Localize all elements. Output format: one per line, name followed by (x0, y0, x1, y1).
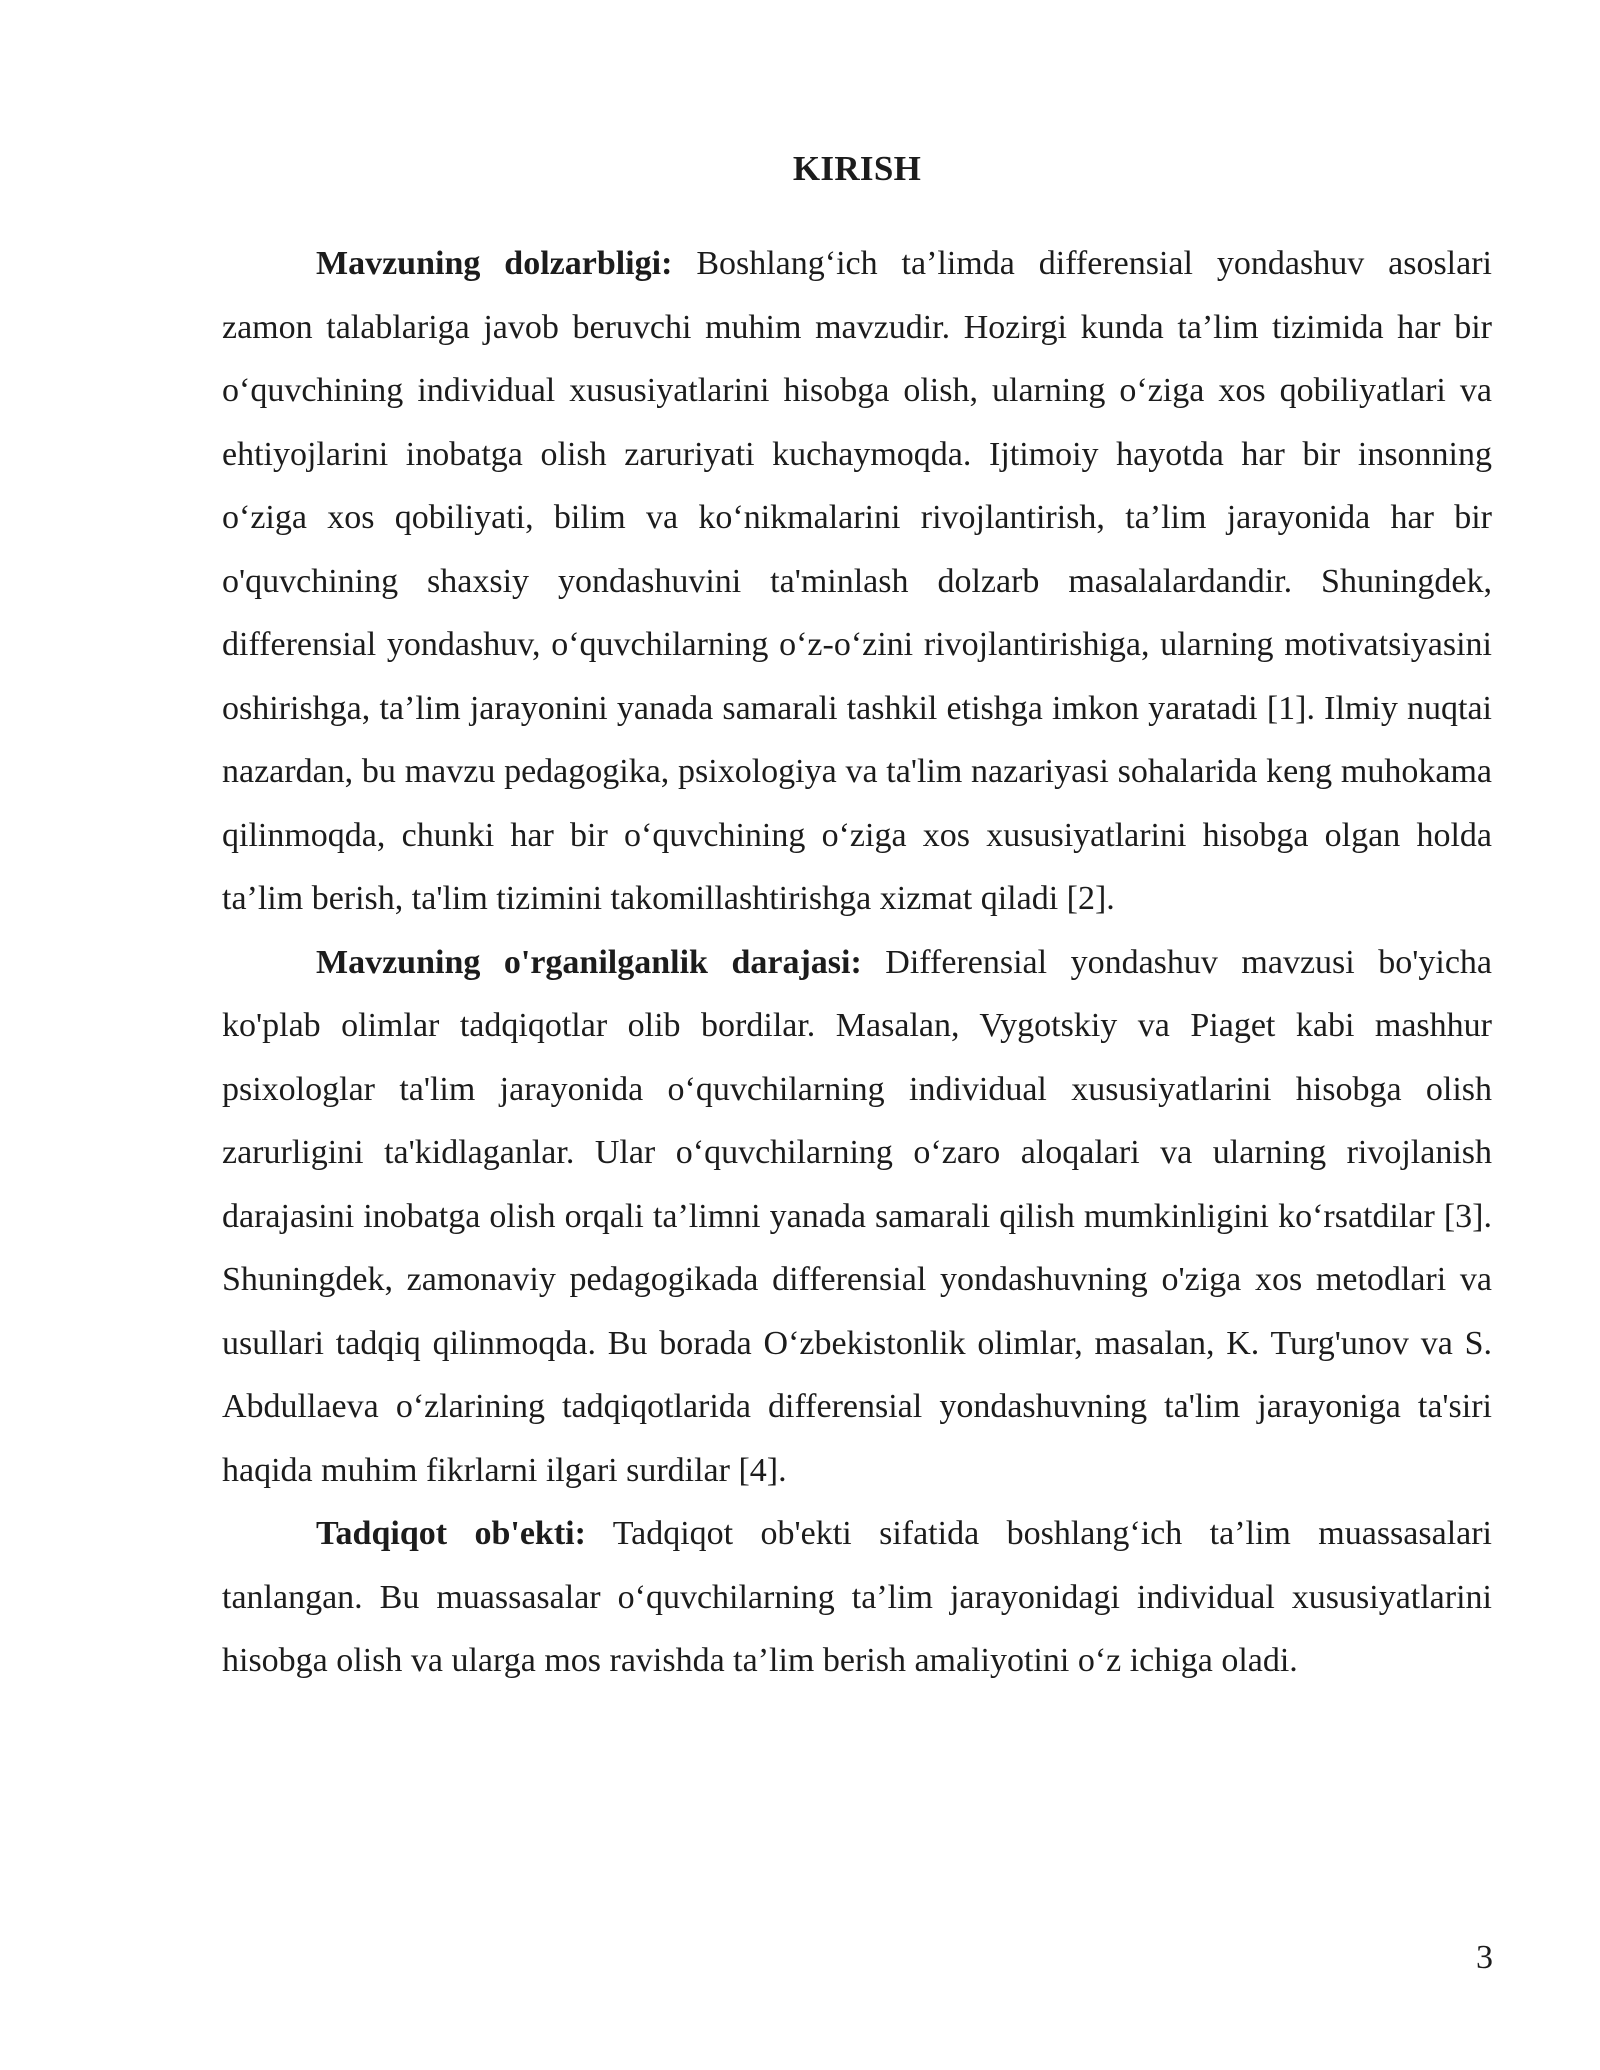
paragraph-text: Differensial yondashuv mavzusi bo'yicha ko'plab olimlar tadqiqotlar olib bordilar. Masalan, Vygotskiy va Piaget kabi mashhur psixologlar ta'lim jarayonida o‘quvchilarning individual xususiyatlarini hisobga olish zarurligini ta'kidlaganlar. Ular o‘quvchilarning o‘zaro aloqalari va ularning rivojlanish darajasini inobatga olish orqali ta’limni yanada samarali qilish mumkinligini ko‘rsatdilar [3]. Shuningdek, zamonaviy pedagogikada differensial yondashuvning o'ziga xos metodlari va usullari tadqiq qilinmoqda. Bu borada O‘zbekistonlik olimlar, masalan, K. Turg'unov va S. Abdullaeva o‘zlarining tadqiqotlarida differensial yondashuvning ta'lim jarayoniga ta'siri haqida muhim fikrlarni ilgari surdilar [4]. (222, 943, 1492, 1489)
paragraph-text: Boshlang‘ich ta’limda differensial yondashuv asoslari zamon talablariga javob beruvchi muhim mavzudir. Hozirgi kunda ta’lim tizimida har bir o‘quvchining individual xususiyatlarini hisobga olish, ularning o‘ziga xos qobiliyatlari va ehtiyojlarini inobatga olish zaruriyati kuchaymoqda. Ijtimoiy hayotda har bir insonning o‘ziga xos qobiliyati, bilim va ko‘nikmalarini rivojlantirish, ta’lim jarayonida har bir o'quvchining shaxsiy yondashuvini ta'minlash dolzarb masalalardandir. Shuningdek, differensial yondashuv, o‘quvchilarning o‘z-o‘zini rivojlantirishiga, ularning motivatsiyasini oshirishga, ta’lim jarayonini yanada samarali tashkil etishga imkon yaratadi [1]. Ilmiy nuqtai nazardan, bu mavzu pedagogika, psixologiya va ta'lim nazariyasi sohalarida keng muhokama qilinmoqda, chunki har bir o‘quvchining o‘ziga xos xususiyatlarini hisobga olgan holda ta’lim berish, ta'lim tizimini takomillashtirishga xizmat qiladi [2]. (222, 245, 1492, 917)
paragraph-lead: Tadqiqot ob'ekti: (316, 1515, 586, 1552)
paragraph-relevance (222, 232, 1492, 931)
body-text (222, 232, 1492, 1693)
paragraph-study-level (222, 931, 1492, 1503)
paragraph-text: Tadqiqot ob'ekti sifatida boshlang‘ich ta’lim muassasalari tanlangan. Bu muassasalar o‘quvchilarning ta’lim jarayonidagi individual xususiyatlarini hisobga olish va ularga mos ravishda ta’lim berish amaliyotini o‘z ichiga oladi. (222, 1515, 1493, 1679)
section-heading: KIRISH (792, 149, 922, 188)
paragraph-research-object (222, 1502, 1492, 1693)
paragraph-lead: Mavzuning dolzarbligi: (316, 245, 673, 282)
page-number: 3 (1476, 1939, 1493, 1976)
paragraph-lead: Mavzuning o'rganilganlik darajasi: (316, 943, 862, 981)
